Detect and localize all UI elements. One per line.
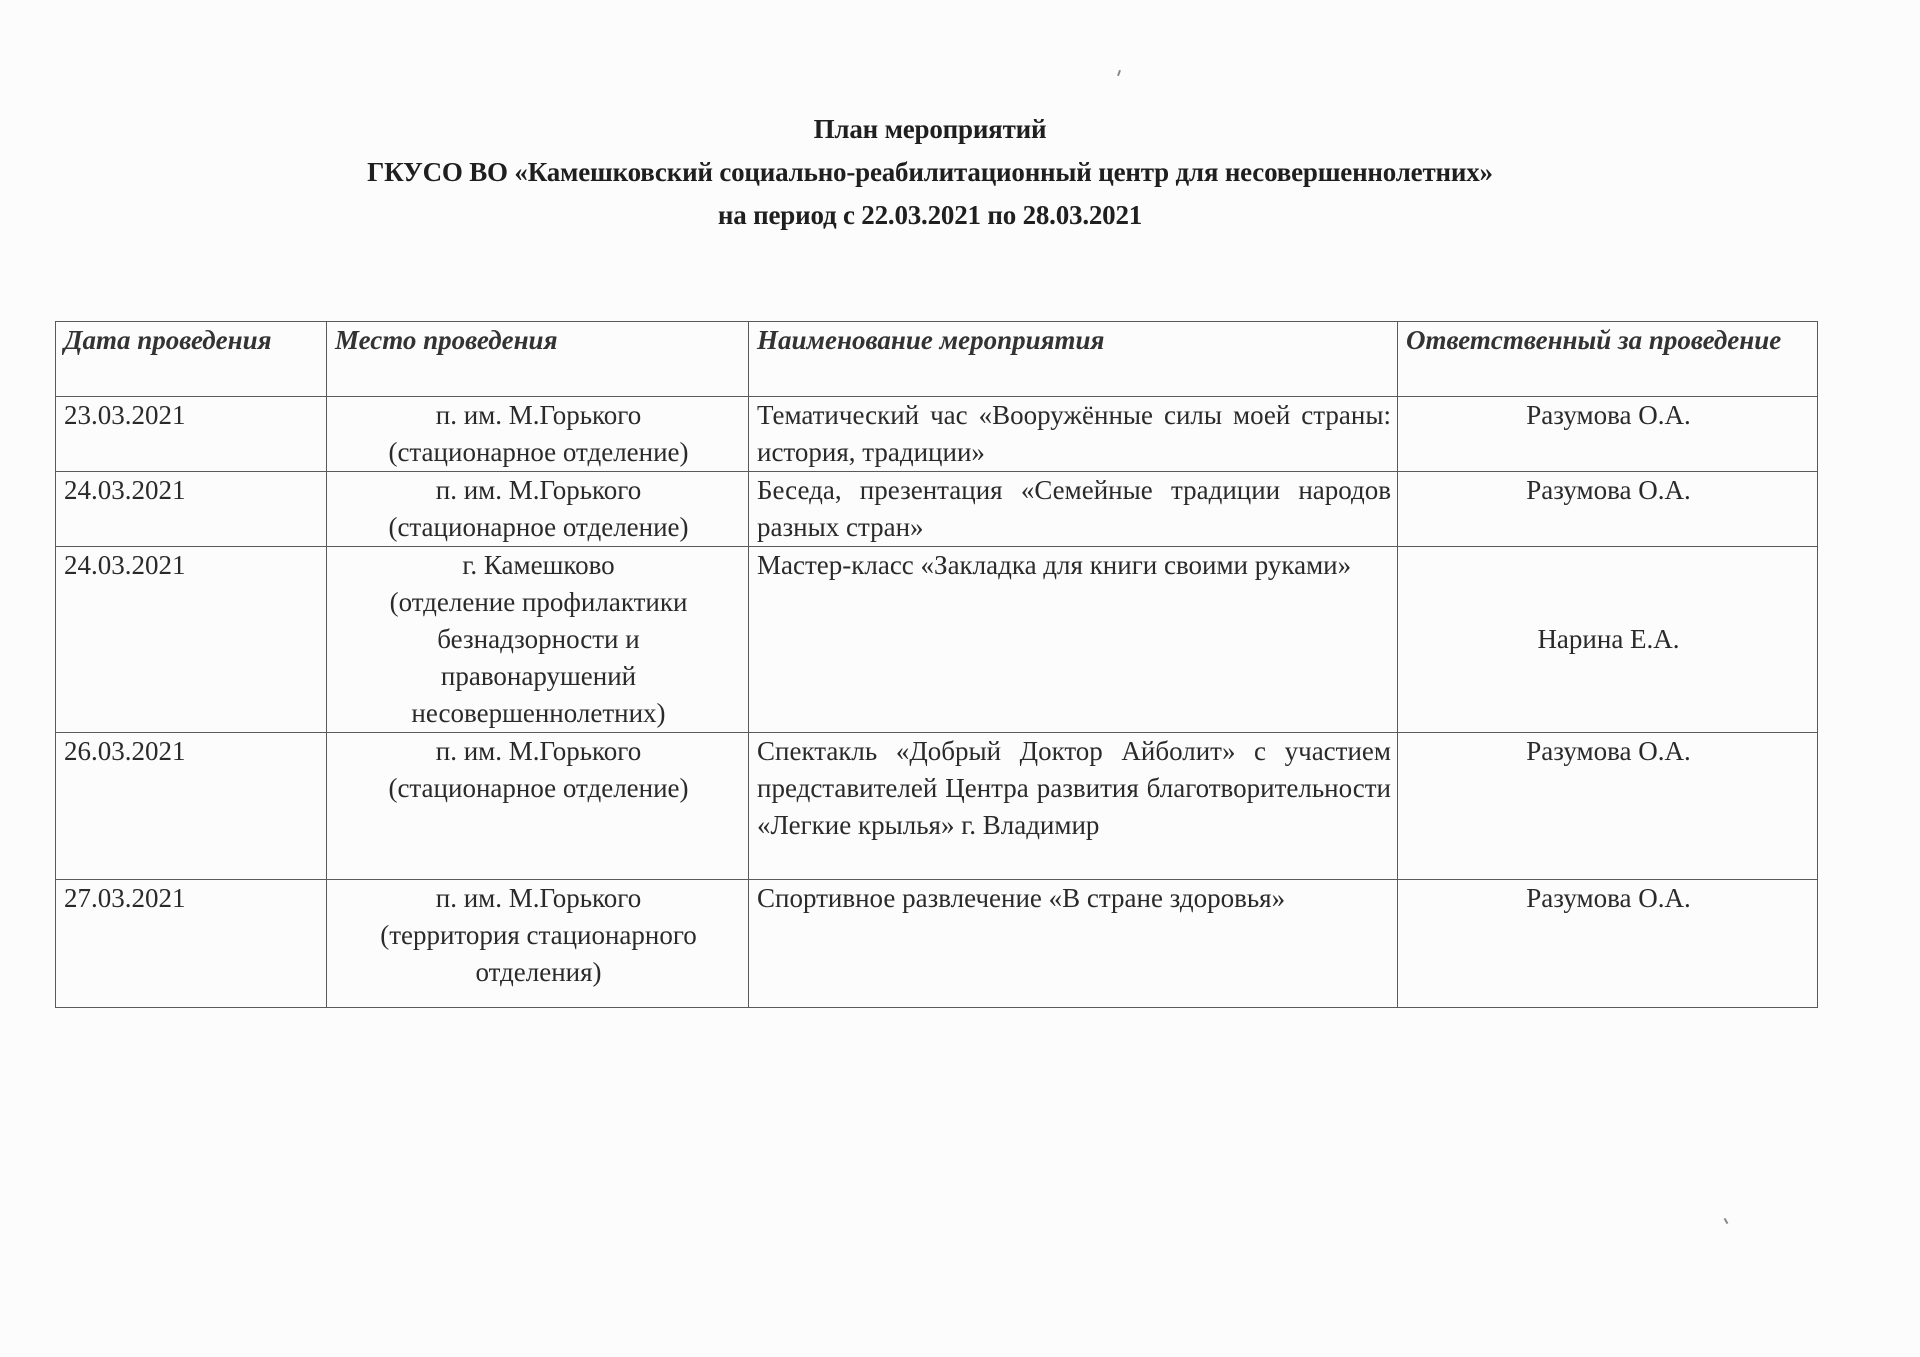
table-row [56, 880, 1818, 1008]
document-header [0, 108, 1860, 237]
event-name: Мастер-класс «Закладка для книги своими руками» [749, 547, 1398, 733]
document-title: План мероприятий [813, 114, 1047, 144]
event-name: Беседа, презентация «Семейные традиции народов разных стран» [749, 472, 1398, 547]
scan-speck [1117, 70, 1121, 76]
place-line: безнадзорности и [437, 624, 640, 654]
place-line: (стационарное отделение) [388, 512, 689, 542]
place-line: г. Камешково [462, 550, 615, 580]
place-line: п. им. М.Горького [435, 475, 642, 505]
place-line: (территория стационарного [380, 920, 697, 950]
place-line: несовершеннолетних) [411, 698, 666, 728]
column-header-event: Наименование мероприятия [749, 322, 1398, 397]
place-line: п. им. М.Горького [435, 736, 642, 766]
table-header-row [56, 322, 1818, 397]
place-line: п. им. М.Горького [435, 400, 642, 430]
event-place [327, 472, 749, 547]
place-line: (стационарное отделение) [388, 773, 689, 803]
table-row [56, 397, 1818, 472]
event-place [327, 880, 749, 1008]
event-place [327, 547, 749, 733]
event-name: Тематический час «Вооружённые силы моей страны: история, традиции» [749, 397, 1398, 472]
event-date: 26.03.2021 [56, 733, 327, 880]
event-name: Спектакль «Добрый Доктор Айболит» с участием представителей Центра развития благотворительности «Легкие крылья» г. Владимир [749, 733, 1398, 880]
event-date: 24.03.2021 [56, 472, 327, 547]
event-date: 24.03.2021 [56, 547, 327, 733]
place-line: (стационарное отделение) [388, 437, 689, 467]
events-table [55, 321, 1818, 1008]
place-line: правонарушений [440, 661, 637, 691]
column-header-responsible: Ответственный за проведение [1398, 322, 1818, 397]
event-name: Спортивное развлечение «В стране здоровья» [749, 880, 1398, 1008]
column-header-date: Дата проведения [56, 322, 327, 397]
place-line: (отделение профилактики [389, 587, 688, 617]
event-responsible: Нарина Е.А. [1398, 547, 1818, 733]
event-responsible: Разумова О.А. [1398, 880, 1818, 1008]
column-header-place: Место проведения [327, 322, 749, 397]
plan-period: на период с 22.03.2021 по 28.03.2021 [717, 200, 1143, 230]
table-row [56, 733, 1818, 880]
place-line: отделения) [475, 957, 602, 987]
event-place [327, 397, 749, 472]
event-place [327, 733, 749, 880]
event-date: 27.03.2021 [56, 880, 327, 1008]
scan-speck [1724, 1218, 1729, 1224]
table-row [56, 472, 1818, 547]
table-row [56, 547, 1818, 733]
event-responsible: Разумова О.А. [1398, 397, 1818, 472]
organization-name: ГКУСО ВО «Камешковский социально-реабилитационный центр для несовершеннолетних» [367, 157, 1493, 187]
place-line: п. им. М.Горького [435, 883, 642, 913]
event-responsible: Разумова О.А. [1398, 472, 1818, 547]
event-date: 23.03.2021 [56, 397, 327, 472]
event-responsible: Разумова О.А. [1398, 733, 1818, 880]
